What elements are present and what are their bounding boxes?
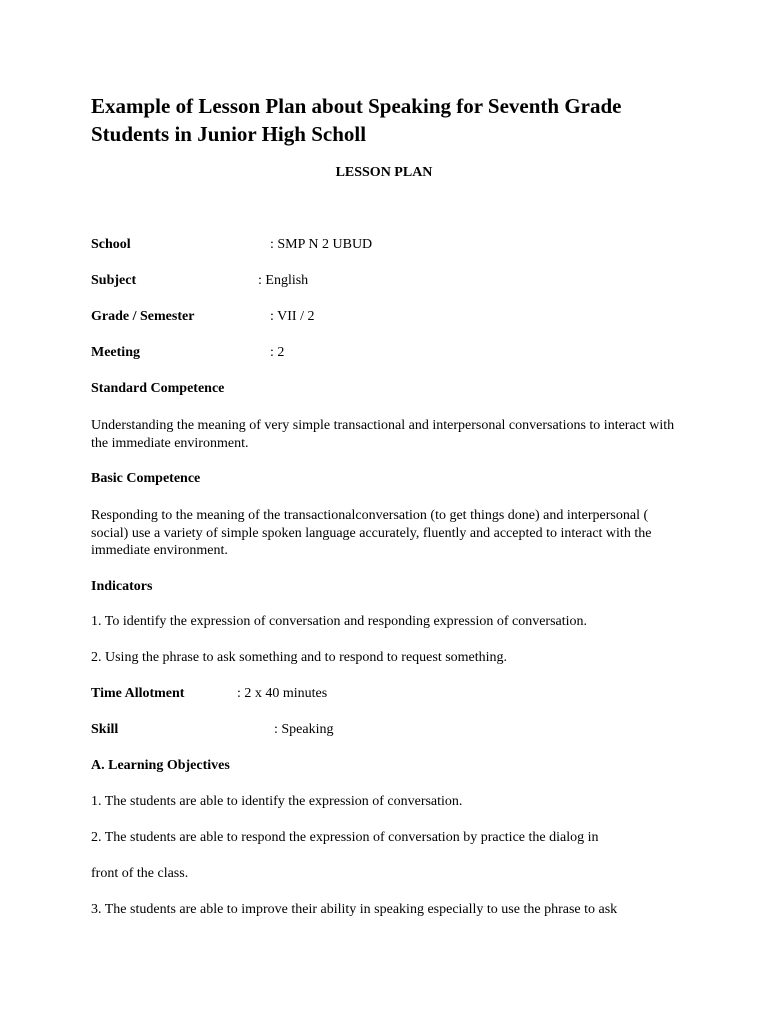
subject-value: : English: [258, 273, 309, 288]
meeting-label: Meeting: [91, 345, 140, 360]
school-label: School: [91, 237, 131, 252]
grade-value: : VII / 2: [270, 309, 315, 324]
time-allotment-label: Time Allotment: [91, 686, 185, 701]
basic-competence-heading: Basic Competence: [91, 471, 201, 486]
standard-competence-heading: Standard Competence: [91, 381, 225, 396]
lesson-plan-heading: LESSON PLAN: [335, 165, 433, 180]
learning-objective-line: 1. The students are able to identify the expression of conversation.: [91, 794, 463, 809]
skill-label: Skill: [91, 722, 119, 737]
indicator-item: 1. To identify the expression of conversation and responding expression of conversation.: [91, 614, 588, 629]
learning-objective-line: front of the class.: [91, 866, 189, 881]
meeting-value: : 2: [270, 345, 285, 360]
learning-objective-line: 2. The students are able to respond the expression of conversation by practice the dialog in: [91, 830, 599, 845]
indicator-item: 2. Using the phrase to ask something and to respond to request something.: [91, 650, 508, 665]
school-value: : SMP N 2 UBUD: [270, 237, 373, 252]
standard-competence-text: Understanding the meaning of very simple transactional and interpersonal conversations to interact with the immediate environment.: [91, 418, 675, 451]
basic-competence-text: Responding to the meaning of the transactionalconversation (to get things done) and interpersonal ( social) use a variety of simple spoken language accurately, fluently and accepted to interact with the immediate environment.: [91, 508, 652, 558]
subject-label: Subject: [91, 273, 137, 288]
grade-label: Grade / Semester: [91, 309, 195, 324]
learning-objectives-heading: A. Learning Objectives: [91, 758, 230, 773]
time-allotment-value: : 2 x 40 minutes: [237, 686, 328, 701]
indicators-heading: Indicators: [91, 579, 153, 594]
learning-objective-line: 3. The students are able to improve their ability in speaking especially to use the phrase to ask: [91, 902, 618, 917]
skill-value: : Speaking: [274, 722, 334, 737]
document-title: Example of Lesson Plan about Speaking for Seventh Grade Students in Junior High Scholl: [91, 94, 622, 146]
